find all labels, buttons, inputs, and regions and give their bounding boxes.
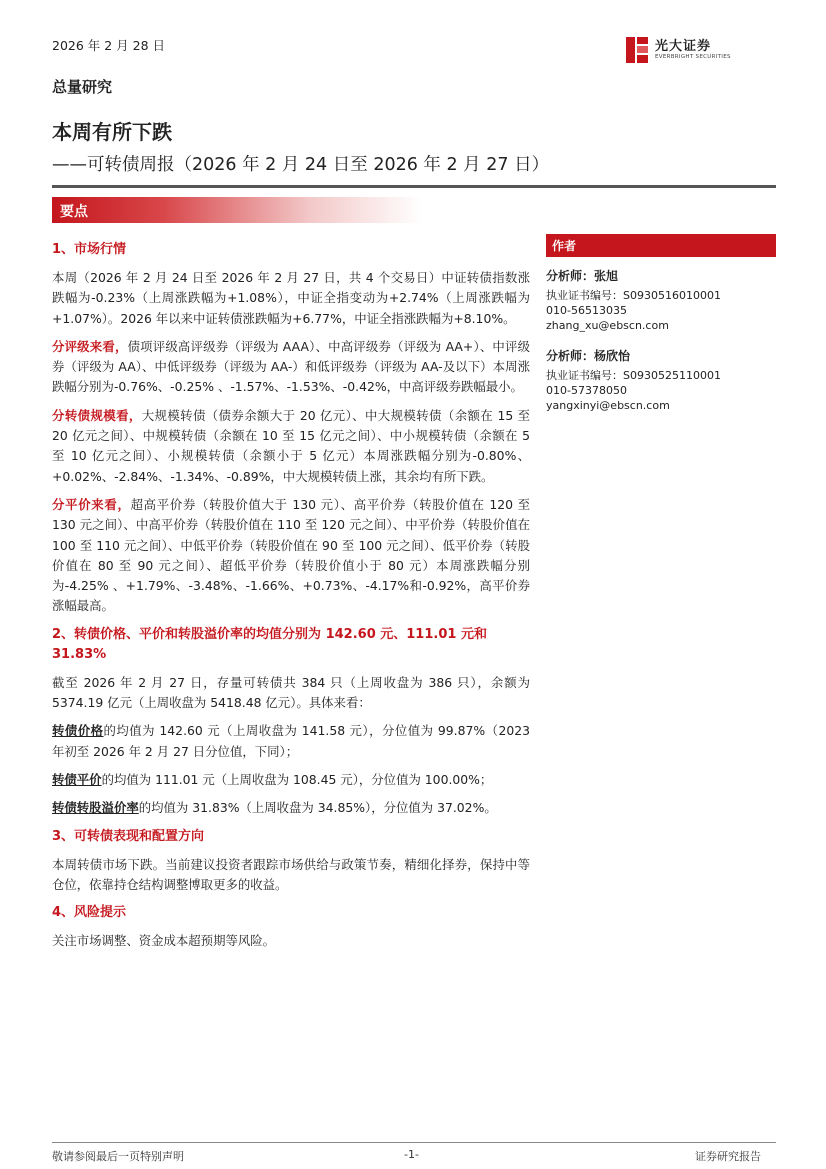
analyst-name: 分析师：张旭 [546, 269, 619, 283]
footer-report-type: 证券研究报告 [695, 1150, 761, 1163]
logo-english: EVERBRIGHT SECURITIES [655, 53, 731, 60]
parity-text: 的均值为 111.01 元（上周收盘为 108.45 元），分位值为 100.00%； [101, 771, 493, 787]
price-text: 的均值为 142.60 元（上周收盘为 141.58 元），分位值为 99.87%（2023 年初至 2026 年 2 月 27 日分位值，下同）； [52, 723, 530, 759]
premium-label: 转债转股溢价率 [52, 800, 139, 816]
everbright-logo-icon [624, 35, 650, 65]
risk-paragraph: 关注市场调整、资金成本超预期等风险。 [52, 933, 276, 949]
analyst-cert: 执业证书编号：S0930516010001 [546, 289, 721, 302]
key-points-banner [52, 197, 422, 223]
analyst-card [546, 349, 776, 413]
rating-lead: 分评级来看， [52, 338, 128, 354]
section-heading-risk: 4、风险提示 [52, 905, 127, 921]
analyst-email[interactable]: yangxinyi@ebscn.com [546, 399, 670, 412]
price-label: 转债价格 [52, 723, 104, 739]
footer-disclaimer: 敬请参阅最后一页特别声明 [52, 1150, 184, 1163]
parity-lead: 分平价来看， [52, 496, 131, 512]
parity-mean-paragraph [52, 770, 530, 790]
premium-text: 的均值为 31.83%（上周收盘为 34.85%），分位值为 37.02%。 [138, 800, 497, 816]
company-logo [624, 34, 734, 66]
rating-text: 债项评级高评级券（评级为 AAA）、中高评级券（评级为 AA+）、中评级券（评级为 AA）、中低评级券（评级为 AA-）和低评级券（评级为 AA-及以下）本周涨跌幅分别为-0.76%、-0.25% 、-1.57%、-1.53%、-0.42%，中高评级券跌幅最小。 [52, 338, 531, 395]
size-text: 大规模转债（债券余额大于 20 亿元）、中大规模转债（余额在 15 至 20 亿元之间）、中规模转债（余额在 10 至 15 亿元之间）、中小规模转债（余额在 5 至 10 亿元之间）、小规模转债（余额小于 5 亿元）本周涨跌幅分别为-0.80%、+0.02%、-2.84%、-1.34%、-0.89%，中大规模转债上涨，其余均有所下跌。 [52, 407, 531, 484]
market-paragraph: 本周（2026 年 2 月 24 日至 2026 年 2 月 27 日，共 4 个交易日）中证转债指数涨跌幅为-0.23%（上周涨跌幅为+1.08%），中证全指变动为+2.74%（上周涨跌幅为+1.07%）。2026 年以来中证转债涨跌幅为+6.77%，中证全指涨跌幅为+8.10%。 [52, 270, 530, 326]
premium-paragraph [52, 798, 530, 818]
allocation-paragraph: 本周转债市场下跌。当前建议投资者跟踪市场供给与政策节奏，精细化择券，保持中等仓位，依靠持仓结构调整博取更多的收益。 [52, 856, 530, 892]
logo-name: 光大证券 [655, 38, 712, 54]
key-points-label: 要点 [60, 204, 88, 220]
page-number: -1- [404, 1148, 419, 1161]
analyst-phone: 010-56513035 [546, 304, 627, 317]
analyst-email[interactable]: zhang_xu@ebscn.com [546, 319, 669, 332]
author-sidebar [546, 234, 776, 413]
size-paragraph [52, 406, 530, 487]
parity-section-text: 超高平价券（转股价值大于 130 元）、高平价券（转股价值在 120 至 130 元之间）、中高平价券（转股价值在 110 至 120 元之间）、中平价券（转股价值在 100 至 110 元之间）、中低平价券（转股价值在 90 至 100 元之间）、低平价券（转股价值在 80 至 90 元之间）、超低平价券（转股价值小于 80 元）本周涨跌幅分别为-4.25% 、+1.79%、-3.48%、-1.66%、+0.73%、-4.17%和-0.92%，高平价券涨幅最高。 [52, 496, 531, 614]
footer-divider [52, 1142, 776, 1143]
report-title: 本周有所下跌 [52, 120, 172, 144]
size-lead: 分转债规模看， [52, 407, 142, 423]
valuation-paragraph: 截至 2026 年 2 月 27 日，存量可转债共 384 只（上周收盘为 386 只），余额为 5374.19 亿元（上周收盘为 5418.48 亿元）。具体来看： [52, 674, 530, 711]
parity-paragraph [52, 495, 530, 617]
analyst-card [546, 269, 776, 333]
analyst-name: 分析师：杨欣怡 [546, 349, 631, 363]
price-paragraph [52, 721, 530, 762]
author-heading: 作者 [546, 234, 776, 257]
rating-paragraph [52, 337, 530, 398]
section-heading-market: 1、市场行情 [52, 242, 127, 257]
report-category: 总量研究 [52, 78, 113, 96]
analyst-phone: 010-57378050 [546, 384, 627, 397]
section-heading-valuation: 2、转债价格、平价和转股溢价率的均值分别为 142.60 元、111.01 元和 31.83% [52, 626, 487, 662]
section-heading-allocation: 3、可转债表现和配置方向 [52, 828, 205, 844]
main-content [52, 240, 530, 959]
report-date: 2026 年 2 月 28 日 [52, 38, 166, 53]
report-subtitle: ——可转债周报（2026 年 2 月 24 日至 2026 年 2 月 27 日） [52, 155, 550, 175]
title-divider [52, 185, 776, 188]
analyst-cert: 执业证书编号：S0930525110001 [546, 369, 721, 382]
parity-label: 转债平价 [52, 771, 102, 787]
